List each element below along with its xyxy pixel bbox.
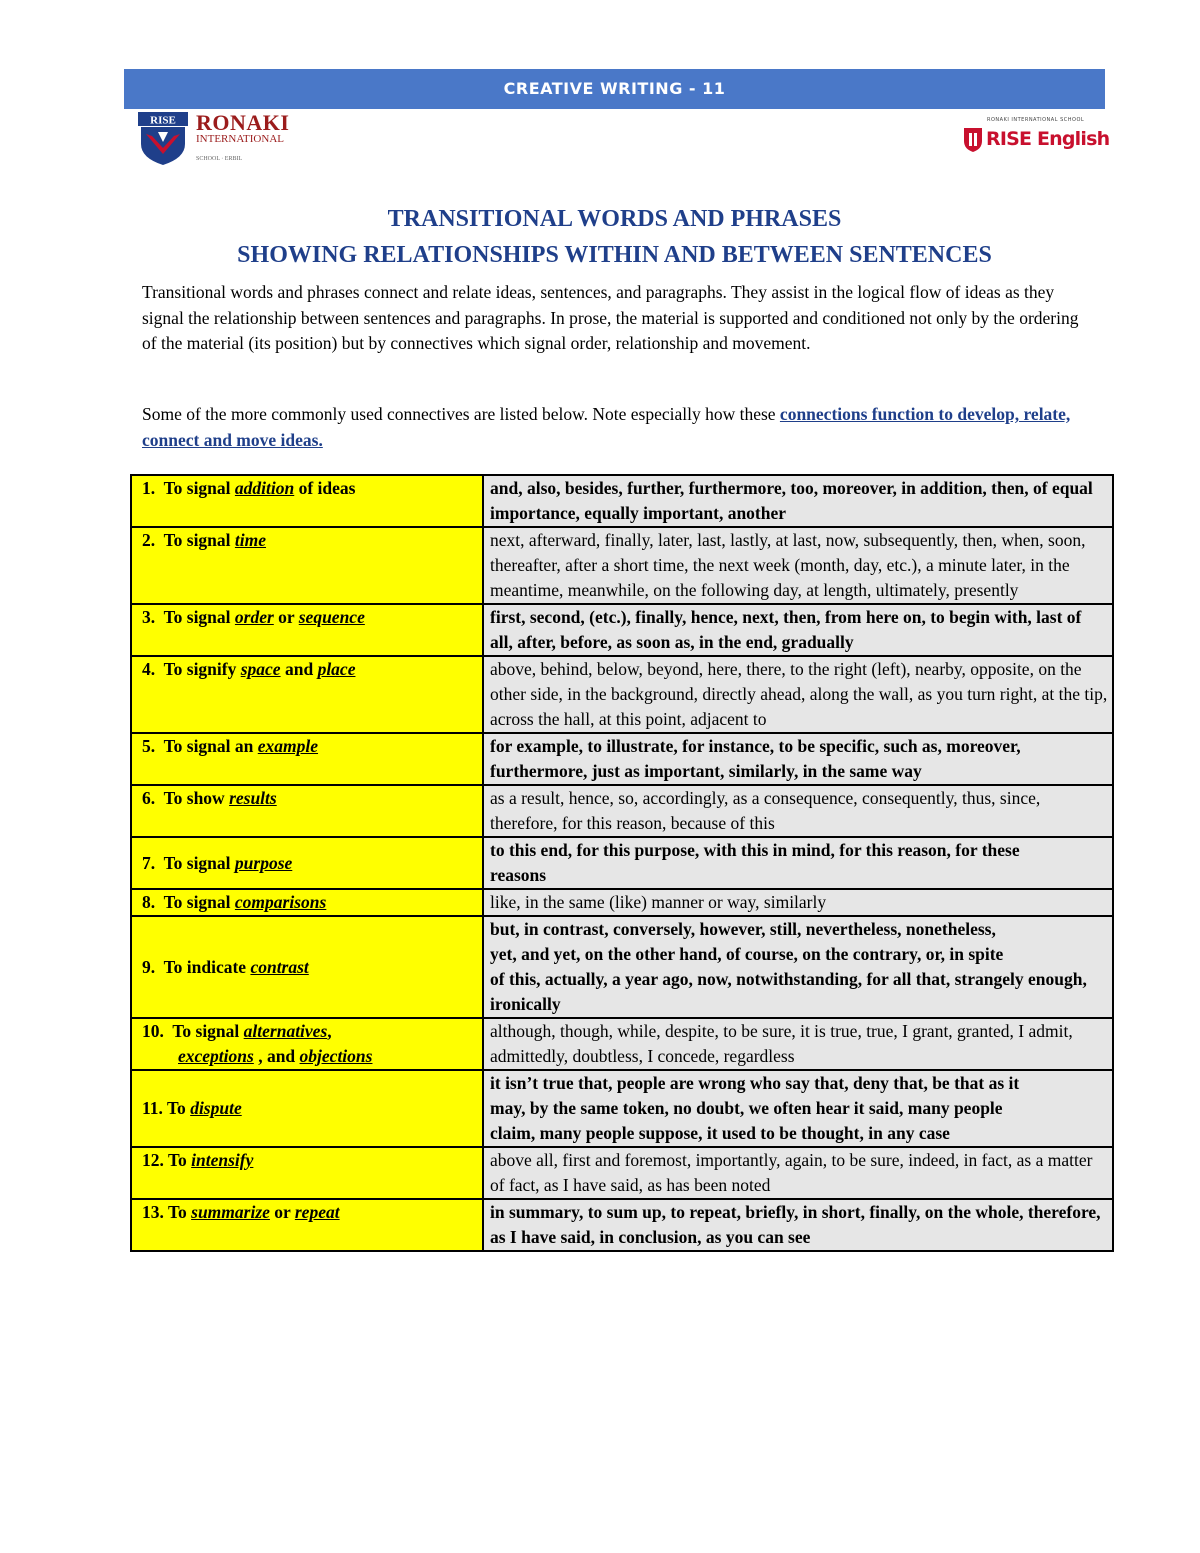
row-connectives: but, in contrast, conversely, however, still, nevertheless, nonetheless, yet, and yet, on the other hand, of course, on the contrary, or, in spite of this, actually, a year ago, now, notwithstanding, for all that, strangely enough, ironically <box>483 916 1113 1018</box>
page-subtitle: SHOWING RELATIONSHIPS WITHIN AND BETWEEN SENTENCES <box>237 242 992 268</box>
school-name-line3: SCHOOL · ERBIL <box>196 156 243 162</box>
course-banner: CREATIVE WRITING - 11 <box>124 69 1105 109</box>
rise-english-logo <box>960 115 1110 160</box>
table-row <box>131 1147 1113 1199</box>
row-label: 5. To signal an example <box>131 733 483 785</box>
rise-emblem-icon <box>962 125 984 153</box>
intro-paragraph: Transitional words and phrases connect and relate ideas, sentences, and paragraphs. They assist in the logical flow of ideas as they signal the relationship between sentences and paragraphs. In prose, the material is supported and conditioned not only by the ordering of the material (its position) but by connectives which signal order, relationship and movement. <box>142 282 1079 353</box>
table-row <box>131 916 1113 1018</box>
table-row <box>131 1070 1113 1147</box>
row-label: 6. To show results <box>131 785 483 837</box>
transitions-table <box>130 474 1114 1252</box>
table-row <box>131 1199 1113 1251</box>
table-row <box>131 889 1113 916</box>
table-row <box>131 1018 1113 1070</box>
rise-english-brand: RISE English <box>986 128 1110 150</box>
rise-english-subtitle: RONAKI INTERNATIONAL SCHOOL <box>987 117 1085 123</box>
table-row <box>131 733 1113 785</box>
row-label: 9. To indicate contrast <box>131 916 483 1018</box>
table-row <box>131 837 1113 889</box>
row-label: 13. To summarize or repeat <box>131 1199 483 1251</box>
row-connectives: like, in the same (like) manner or way, similarly <box>483 889 1113 916</box>
row-label: 11. To dispute <box>131 1070 483 1147</box>
row-label: 12. To intensify <box>131 1147 483 1199</box>
row-label: 1. To signal addition of ideas <box>131 475 483 527</box>
svg-text:RISE: RISE <box>150 114 176 127</box>
row-label: 3. To signal order or sequence <box>131 604 483 656</box>
row-connectives: above all, first and foremost, importantly, again, to be sure, indeed, in fact, as a matter of fact, as I have said, as has been noted <box>483 1147 1113 1199</box>
ronaki-school-logo <box>138 110 308 168</box>
table-row <box>131 527 1113 604</box>
row-connectives: it isn’t true that, people are wrong who say that, deny that, be that as it may, by the same token, no doubt, we often hear it said, many people claim, many people suppose, it used to be thought, in any case <box>483 1070 1113 1147</box>
row-label: 4. To signify space and place <box>131 656 483 733</box>
intro-note-end: . <box>318 429 323 450</box>
row-label: 8. To signal comparisons <box>131 889 483 916</box>
school-name: RONAKI <box>196 110 290 135</box>
row-connectives: to this end, for this purpose, with this in mind, for this reason, for these reasons <box>483 837 1113 889</box>
intro-note-text: Some of the more commonly used connectives are listed below. Note especially how these <box>142 404 780 424</box>
row-connectives: next, afterward, finally, later, last, lastly, at last, now, subsequently, then, when, soon, thereafter, after a short time, the next week (month, day, etc.), a minute later, in the meantime, meanwhile, on the following day, at length, ultimately, presently <box>483 527 1113 604</box>
row-connectives: in summary, to sum up, to repeat, briefly, in short, finally, on the whole, therefore, as I have said, in conclusion, as you can see <box>483 1199 1113 1251</box>
row-connectives: and, also, besides, further, furthermore, too, moreover, in addition, then, of equal importance, equally important, another <box>483 475 1113 527</box>
row-connectives: first, second, (etc.), finally, hence, next, then, from here on, to begin with, last of all, after, before, as soon as, in the end, gradually <box>483 604 1113 656</box>
table-row <box>131 656 1113 733</box>
table-row <box>131 475 1113 527</box>
row-connectives: for example, to illustrate, for instance, to be specific, such as, moreover, furthermore, just as important, similarly, in the same way <box>483 733 1113 785</box>
row-connectives: above, behind, below, beyond, here, there, to the right (left), nearby, opposite, on the other side, in the background, directly ahead, along the wall, as you turn right, at the tip, across the hall, at this point, adjacent to <box>483 656 1113 733</box>
row-label: 2. To signal time <box>131 527 483 604</box>
table-row <box>131 604 1113 656</box>
intro-note <box>142 402 1092 453</box>
intro-note-link: connections function to develop, relate, connect and move ideas <box>142 404 1071 450</box>
school-name-line2: INTERNATIONAL <box>196 133 284 145</box>
row-connectives: although, though, while, despite, to be sure, it is true, true, I grant, granted, I admit, admittedly, doubtless, I concede, regardless <box>483 1018 1113 1070</box>
row-label: 7. To signal purpose <box>131 837 483 889</box>
page-title: TRANSITIONAL WORDS AND PHRASES <box>387 206 842 232</box>
table-row <box>131 785 1113 837</box>
row-connectives: as a result, hence, so, accordingly, as a consequence, consequently, thus, since, therefore, for this reason, because of this <box>483 785 1113 837</box>
school-crest-icon <box>138 112 188 166</box>
row-label: 10. To signal alternatives, exceptions , and objections <box>131 1018 483 1070</box>
